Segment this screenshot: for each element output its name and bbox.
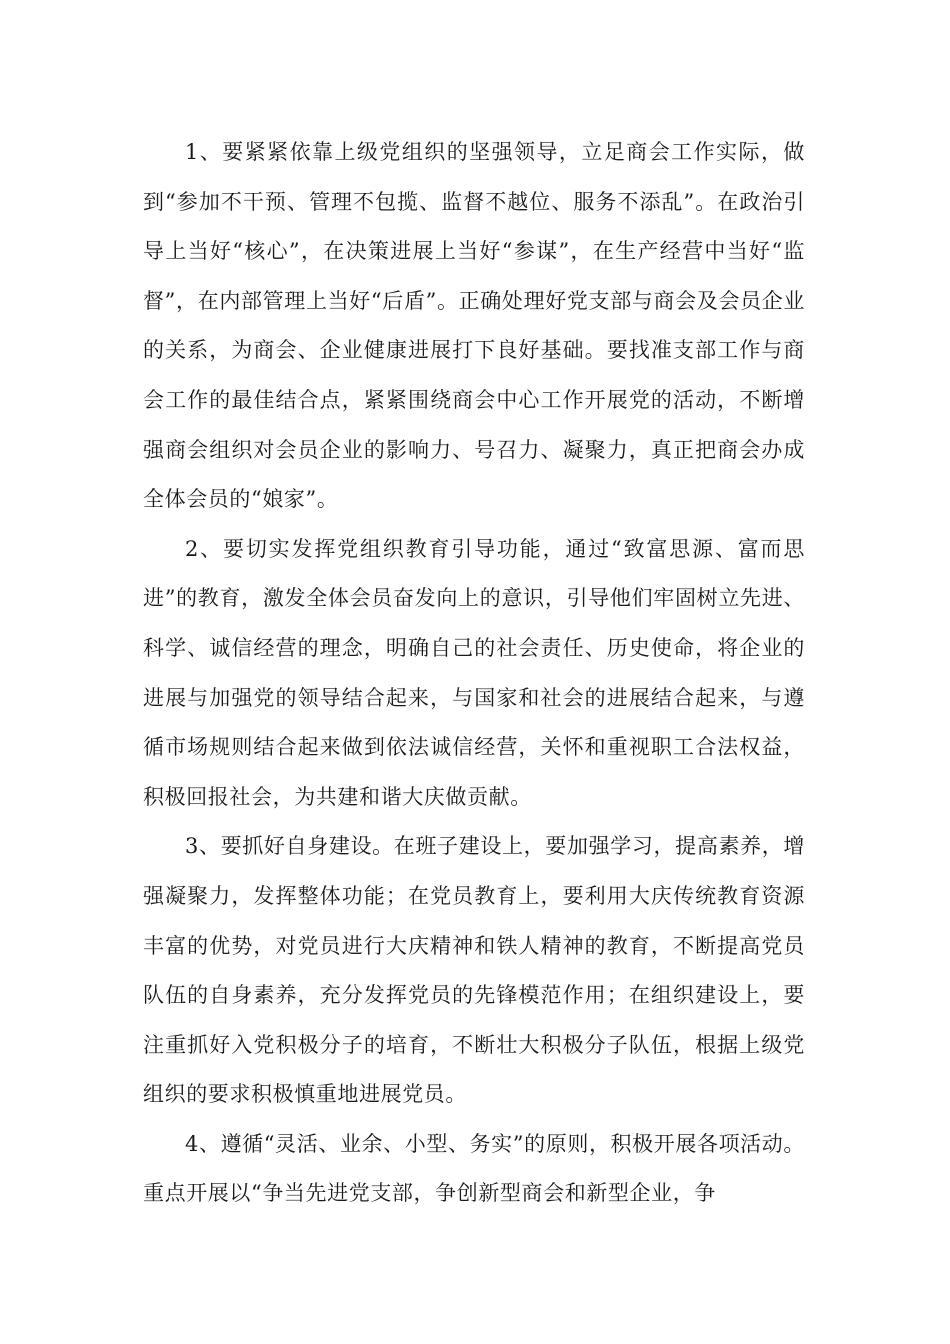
paragraph-3: 3、要抓好自身建设。在班子建设上，要加强学习，提高素养，增强凝聚力，发挥整体功能；在党员教育上，要利用大庆传统教育资源丰富的优势，对党员进行大庆精神和铁人精神的教育，不断提高党员队伍的自身素养，充分发挥党员的先锋模范作用；在组织建设上，要注重抓好入党积极分子的培育，不断壮大积极分子队伍，根据上级党组织的要求积极慎重地进展党员。 xyxy=(143,834,805,1107)
document-body xyxy=(143,128,805,1219)
paragraph-2: 2、要切实发挥党组织教育引导功能，通过“致富思源、富而思进”的教育，激发全体会员奋发向上的意识，引导他们牢固树立先进、科学、诚信经营的理念，明确自己的社会责任、历史使命，将企业的进展与加强党的领导结合起来，与国家和社会的进展结合起来，与遵循市场规则结合起来做到依法诚信经营，关怀和重视职工合法权益，积极回报社会，为共建和谐大庆做贡献。 xyxy=(143,536,805,809)
paragraph-1: 1、要紧紧依靠上级党组织的坚强领导，立足商会工作实际，做到“参加不干预、管理不包揽、监督不越位、服务不添乱”。在政治引导上当好“核心”，在决策进展上当好“参谋”，在生产经营中当好“监督”，在内部管理上当好“后盾”。正确处理好党支部与商会及会员企业的关系，为商会、企业健康进展打下良好基础。要找准支部工作与商会工作的最佳结合点，紧紧围绕商会中心工作开展党的活动，不断增强商会组织对会员企业的影响力、号召力、凝聚力，真正把商会办成全体会员的“娘家”。 xyxy=(143,140,805,512)
paragraph-4: 4、遵循“灵活、业余、小型、务实”的原则，积极开展各项活动。重点开展以“争当先进党支部，争创新型商会和新型企业，争 xyxy=(143,1131,805,1206)
